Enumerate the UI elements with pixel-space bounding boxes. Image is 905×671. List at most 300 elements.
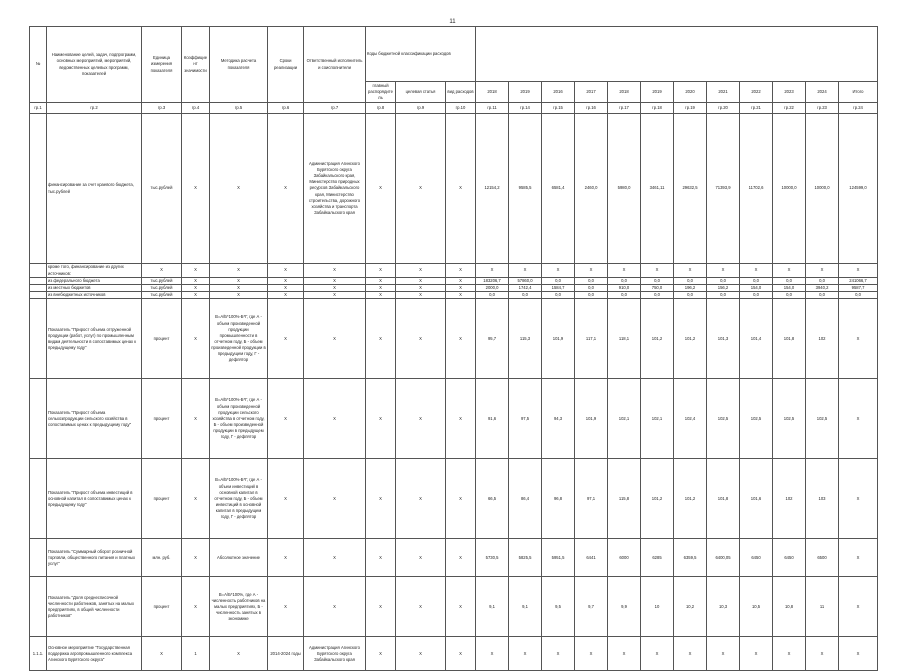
column-number: гр.10 bbox=[446, 103, 476, 114]
header-row-main bbox=[30, 27, 878, 82]
row-term: Х bbox=[268, 299, 304, 379]
row-value: 124599,0 bbox=[839, 114, 878, 264]
row-value: 0,0 bbox=[806, 278, 839, 285]
row-value: 10,8 bbox=[773, 577, 806, 637]
row-grbs: Х bbox=[366, 292, 396, 299]
row-name: из местных бюджетов bbox=[47, 285, 142, 292]
row-value: Х bbox=[839, 637, 878, 671]
row-value: 9585,5 bbox=[509, 114, 542, 264]
header-method: Методика расчета показателя bbox=[210, 27, 268, 103]
row-value: Х bbox=[806, 264, 839, 278]
row-vr: Х bbox=[446, 278, 476, 285]
row-value: Х bbox=[674, 264, 707, 278]
row-coef: Х bbox=[182, 285, 210, 292]
row-value: 183206,7 bbox=[476, 278, 509, 285]
row-term: Х bbox=[268, 264, 304, 278]
row-vr: Х bbox=[446, 459, 476, 539]
header-term: Сроки реализации bbox=[268, 27, 304, 103]
row-coef: Х bbox=[182, 459, 210, 539]
row-value: 115,3 bbox=[509, 299, 542, 379]
row-value: 101,8 bbox=[707, 459, 740, 539]
row-value: 0,0 bbox=[575, 278, 608, 285]
row-value: 2460,0 bbox=[575, 114, 608, 264]
row-value: 5730,5 bbox=[476, 539, 509, 577]
row-value: 91,6 bbox=[476, 379, 509, 459]
row-value: 0,0 bbox=[707, 292, 740, 299]
row-resp: Х bbox=[304, 379, 366, 459]
row-value: 94,3 bbox=[542, 379, 575, 459]
row-name: Показатель "Прирост объема инвестиций в основной капитал в сопоставимых ценах к предыдущему году" bbox=[47, 459, 142, 539]
row-value: Х bbox=[773, 637, 806, 671]
row-value: 102 bbox=[773, 459, 806, 539]
header-year: 2024 bbox=[806, 82, 839, 103]
row-target: Х bbox=[396, 264, 446, 278]
row-name: кроме того, финансирование из других источников: bbox=[47, 264, 142, 278]
row-vr: Х bbox=[446, 379, 476, 459]
row-num bbox=[30, 292, 47, 299]
row-grbs: Х bbox=[366, 379, 396, 459]
row-name: из федерального бюджета bbox=[47, 278, 142, 285]
column-number: гр.16 bbox=[575, 103, 608, 114]
row-num bbox=[30, 285, 47, 292]
row-unit: тыс.рублей bbox=[142, 285, 182, 292]
header-vr: вид расходов bbox=[446, 82, 476, 103]
table-row bbox=[30, 379, 878, 459]
page-number: 11 bbox=[449, 19, 456, 25]
row-value: 6450 bbox=[740, 539, 773, 577]
table-row bbox=[30, 539, 878, 577]
row-term: Х bbox=[268, 292, 304, 299]
row-term: Х bbox=[268, 459, 304, 539]
row-method: Х bbox=[210, 264, 268, 278]
row-method: В=А/Б*100%-Б*Г, где А - объем инвестиций в основной капитал в отчетном году, Б - объем инвестиций в основной капитал в предыдущем году, Г - дефлятор bbox=[210, 459, 268, 539]
row-value: Х bbox=[542, 637, 575, 671]
table-row bbox=[30, 637, 878, 671]
row-value: 9,5 bbox=[542, 577, 575, 637]
row-vr: Х bbox=[446, 114, 476, 264]
row-unit: процент bbox=[142, 577, 182, 637]
row-grbs: Х bbox=[366, 264, 396, 278]
row-value: Х bbox=[608, 637, 641, 671]
row-value: Х bbox=[839, 459, 878, 539]
header-year: 2018 bbox=[608, 82, 641, 103]
column-number: гр.21 bbox=[740, 103, 773, 114]
row-value: 0,0 bbox=[575, 285, 608, 292]
row-value: 102,5 bbox=[806, 379, 839, 459]
table-row bbox=[30, 264, 878, 278]
row-value: 241066,7 bbox=[839, 278, 878, 285]
row-unit: тыс.рублей bbox=[142, 114, 182, 264]
row-num bbox=[30, 299, 47, 379]
row-num bbox=[30, 459, 47, 539]
row-value: 9,1 bbox=[476, 577, 509, 637]
row-resp: Х bbox=[304, 539, 366, 577]
row-target: Х bbox=[396, 459, 446, 539]
row-value: 0,0 bbox=[740, 292, 773, 299]
row-value: 115,8 bbox=[608, 459, 641, 539]
row-grbs: Х bbox=[366, 459, 396, 539]
row-value: 6500 bbox=[806, 539, 839, 577]
row-value: 102 bbox=[806, 299, 839, 379]
row-unit: тыс.рублей bbox=[142, 292, 182, 299]
row-value: 101,8 bbox=[773, 299, 806, 379]
row-coef: Х bbox=[182, 577, 210, 637]
row-target: Х bbox=[396, 379, 446, 459]
row-value: 117,1 bbox=[575, 299, 608, 379]
row-value: 910,0 bbox=[608, 285, 641, 292]
row-method: В=А/Б*100%-Б*Г, где А - объем произведенной продукции промышленности в отчетном году, Б - объем произведенной продукции в предыдущем году, Г - дефлятор bbox=[210, 299, 268, 379]
row-num bbox=[30, 264, 47, 278]
row-value: 0,0 bbox=[674, 292, 707, 299]
row-value: 3940,2 bbox=[806, 285, 839, 292]
table-row bbox=[30, 459, 878, 539]
row-value: Х bbox=[773, 264, 806, 278]
row-method: В=А/Б*100%, где А - численность работников на малых предприятиях, Б - численность занятых в экономике bbox=[210, 577, 268, 637]
row-value: 101,2 bbox=[641, 459, 674, 539]
row-value: 102,1 bbox=[608, 379, 641, 459]
row-coef: Х bbox=[182, 379, 210, 459]
column-number: гр.8 bbox=[366, 103, 396, 114]
row-coef: Х bbox=[182, 278, 210, 285]
row-value: Х bbox=[839, 577, 878, 637]
row-vr: Х bbox=[446, 285, 476, 292]
row-value: 103 bbox=[806, 459, 839, 539]
table-row bbox=[30, 278, 878, 285]
row-resp: Х bbox=[304, 577, 366, 637]
row-term: Х bbox=[268, 539, 304, 577]
row-value: Х bbox=[476, 637, 509, 671]
row-value: 9,7 bbox=[575, 577, 608, 637]
row-term: 2014-2024 годы bbox=[268, 637, 304, 671]
row-value: 101,3 bbox=[707, 299, 740, 379]
row-unit: Х bbox=[142, 264, 182, 278]
row-target: Х bbox=[396, 299, 446, 379]
row-value: Х bbox=[707, 637, 740, 671]
header-grbs: главный распорядитель bbox=[366, 82, 396, 103]
row-value: 0,0 bbox=[476, 292, 509, 299]
row-value: 29632,5 bbox=[674, 114, 707, 264]
header-unit: Единица измерения показателя bbox=[142, 27, 182, 103]
row-value: Х bbox=[740, 637, 773, 671]
row-value: Х bbox=[608, 264, 641, 278]
row-value: Х bbox=[806, 637, 839, 671]
column-number: гр.7 bbox=[304, 103, 366, 114]
header-year: Итого bbox=[839, 82, 878, 103]
column-number: гр.18 bbox=[641, 103, 674, 114]
row-name: Показатель "Прирост объема отгруженной продукции (работ, услуг) по промышленным видам деятельности в сопоставимых ценах к предыдущему году" bbox=[47, 299, 142, 379]
row-value: 97,5 bbox=[509, 379, 542, 459]
row-coef: Х bbox=[182, 299, 210, 379]
row-name: финансирование за счет краевого бюджета, тыс.рублей bbox=[47, 114, 142, 264]
row-value: 71393,9 bbox=[707, 114, 740, 264]
column-number: гр.1 bbox=[30, 103, 47, 114]
row-num bbox=[30, 379, 47, 459]
table-row bbox=[30, 577, 878, 637]
row-value: 0,0 bbox=[773, 292, 806, 299]
row-value: Х bbox=[641, 637, 674, 671]
row-vr: Х bbox=[446, 539, 476, 577]
header-year: 2021 bbox=[707, 82, 740, 103]
row-target: Х bbox=[396, 285, 446, 292]
row-name: Основное мероприятие "Государственная поддержка агропромышленного комплекса Агинского Бурятского округа" bbox=[47, 637, 142, 671]
row-coef: 1 bbox=[182, 637, 210, 671]
row-value: 6285 bbox=[641, 539, 674, 577]
row-vr: Х bbox=[446, 637, 476, 671]
row-term: Х bbox=[268, 285, 304, 292]
row-value: Х bbox=[575, 637, 608, 671]
column-number: гр.5 bbox=[210, 103, 268, 114]
row-grbs: Х bbox=[366, 299, 396, 379]
header-year: 2019 bbox=[509, 82, 542, 103]
row-grbs: Х bbox=[366, 278, 396, 285]
row-vr: Х bbox=[446, 292, 476, 299]
row-value: 102,4 bbox=[674, 379, 707, 459]
row-term: Х bbox=[268, 577, 304, 637]
row-value: 0,0 bbox=[839, 292, 878, 299]
row-value: 0,0 bbox=[707, 278, 740, 285]
row-num bbox=[30, 114, 47, 264]
row-value: 750,0 bbox=[641, 285, 674, 292]
header-coef: Коэффициент значимости bbox=[182, 27, 210, 103]
row-value: Х bbox=[542, 264, 575, 278]
row-num bbox=[30, 577, 47, 637]
row-num bbox=[30, 278, 47, 285]
column-number: гр.6 bbox=[268, 103, 304, 114]
row-method: Х bbox=[210, 292, 268, 299]
row-coef: Х bbox=[182, 264, 210, 278]
row-value: 0,0 bbox=[542, 278, 575, 285]
row-value: 5825,5 bbox=[509, 539, 542, 577]
row-value: 0,0 bbox=[509, 292, 542, 299]
row-method: Х bbox=[210, 278, 268, 285]
row-value: 6441 bbox=[575, 539, 608, 577]
row-value: 156,2 bbox=[707, 285, 740, 292]
row-value: Х bbox=[839, 379, 878, 459]
header-year: 2018 bbox=[476, 82, 509, 103]
column-number: гр.15 bbox=[542, 103, 575, 114]
table-row bbox=[30, 285, 878, 292]
row-value: 3461,11 bbox=[641, 114, 674, 264]
row-value: 102,5 bbox=[740, 379, 773, 459]
row-term: Х bbox=[268, 379, 304, 459]
row-method: Х bbox=[210, 114, 268, 264]
row-term: Х bbox=[268, 278, 304, 285]
row-value: 5951,5 bbox=[542, 539, 575, 577]
row-resp: Х bbox=[304, 285, 366, 292]
header-year: 2020 bbox=[674, 82, 707, 103]
row-value: 9,9 bbox=[608, 577, 641, 637]
row-value: 1742,4 bbox=[509, 285, 542, 292]
row-value: Х bbox=[839, 299, 878, 379]
row-target: Х bbox=[396, 577, 446, 637]
row-value: Х bbox=[575, 264, 608, 278]
row-value: Х bbox=[839, 264, 878, 278]
row-value: 0,0 bbox=[575, 292, 608, 299]
row-value: 102,1 bbox=[641, 379, 674, 459]
column-number: гр.11 bbox=[476, 103, 509, 114]
row-grbs: Х bbox=[366, 114, 396, 264]
table-row bbox=[30, 299, 878, 379]
row-name: Показатель "Суммарный оборот розничной торговли, общественного питания и платных услуг" bbox=[47, 539, 142, 577]
row-value: 6359,5 bbox=[674, 539, 707, 577]
row-value: 11702,6 bbox=[740, 114, 773, 264]
row-value: 0,0 bbox=[608, 292, 641, 299]
row-value: 0,0 bbox=[773, 278, 806, 285]
table-row bbox=[30, 114, 878, 264]
row-grbs: Х bbox=[366, 285, 396, 292]
row-value: 101,4 bbox=[740, 299, 773, 379]
row-value: 6450 bbox=[773, 539, 806, 577]
row-value: 86,4 bbox=[509, 459, 542, 539]
row-value: 95,7 bbox=[476, 299, 509, 379]
row-value: 10000,0 bbox=[806, 114, 839, 264]
row-value: 102,5 bbox=[773, 379, 806, 459]
row-vr: Х bbox=[446, 264, 476, 278]
column-number: гр.22 bbox=[773, 103, 806, 114]
row-value: 10,3 bbox=[707, 577, 740, 637]
row-name: Показатель "Прирост объема сельхозпродукции сельского хозяйства в сопоставимых ценах к предыдущему году" bbox=[47, 379, 142, 459]
column-number: гр.9 bbox=[396, 103, 446, 114]
row-value: 0,0 bbox=[806, 292, 839, 299]
row-resp: Х bbox=[304, 278, 366, 285]
column-number: гр.4 bbox=[182, 103, 210, 114]
header-row-colnums bbox=[30, 103, 878, 114]
row-value: 66,5 bbox=[476, 459, 509, 539]
row-value: 101,2 bbox=[674, 459, 707, 539]
column-number: гр.23 bbox=[806, 103, 839, 114]
row-num bbox=[30, 539, 47, 577]
row-name: Показатель "Доля среднесписочной численности работников, занятых на малых предприятиях, в общей численности работников" bbox=[47, 577, 142, 637]
column-number: гр.17 bbox=[608, 103, 641, 114]
row-resp: Х bbox=[304, 459, 366, 539]
row-value: Х bbox=[707, 264, 740, 278]
row-grbs: Х bbox=[366, 577, 396, 637]
row-grbs: Х bbox=[366, 539, 396, 577]
row-value: Х bbox=[674, 637, 707, 671]
row-term: Х bbox=[268, 114, 304, 264]
header-num: № bbox=[30, 27, 47, 103]
row-value: 9,1 bbox=[509, 577, 542, 637]
row-unit: процент bbox=[142, 379, 182, 459]
row-value: 10000,0 bbox=[773, 114, 806, 264]
row-value: Х bbox=[509, 637, 542, 671]
row-value: 0,0 bbox=[674, 278, 707, 285]
row-value: 0,0 bbox=[641, 278, 674, 285]
row-target: Х bbox=[396, 292, 446, 299]
header-year: 2016 bbox=[542, 82, 575, 103]
header-name: Наименование целей, задач, подпрограмм, основных мероприятий, мероприятий, ведомственных целевых программ, показателей bbox=[47, 27, 142, 103]
row-resp: Х bbox=[304, 299, 366, 379]
row-coef: Х bbox=[182, 292, 210, 299]
header-years-span bbox=[476, 27, 878, 82]
row-method: Х bbox=[210, 637, 268, 671]
row-value: 196,2 bbox=[674, 285, 707, 292]
row-resp: Администрация Агинского Бурятского округа Забайкальского края bbox=[304, 637, 366, 671]
row-value: 101,6 bbox=[740, 459, 773, 539]
row-target: Х bbox=[396, 114, 446, 264]
row-value: Х bbox=[740, 264, 773, 278]
row-grbs: Х bbox=[366, 637, 396, 671]
row-value: 57860,0 bbox=[509, 278, 542, 285]
row-value: Х bbox=[509, 264, 542, 278]
row-value: 0,0 bbox=[542, 292, 575, 299]
row-unit: млн. руб. bbox=[142, 539, 182, 577]
row-num: 1.1.1. bbox=[30, 637, 47, 671]
row-target: Х bbox=[396, 539, 446, 577]
row-unit: тыс.рублей bbox=[142, 278, 182, 285]
table-row bbox=[30, 292, 878, 299]
row-unit: процент bbox=[142, 459, 182, 539]
row-value: 154,0 bbox=[773, 285, 806, 292]
row-value: 154,0 bbox=[740, 285, 773, 292]
header-year: 2023 bbox=[773, 82, 806, 103]
row-vr: Х bbox=[446, 577, 476, 637]
header-year: 2017 bbox=[575, 82, 608, 103]
row-coef: Х bbox=[182, 539, 210, 577]
header-resp: Ответственный исполнитель и соисполнители bbox=[304, 27, 366, 103]
column-number: гр.3 bbox=[142, 103, 182, 114]
row-value: 6000 bbox=[608, 539, 641, 577]
row-value: 6400,05 bbox=[707, 539, 740, 577]
row-value: 0,0 bbox=[608, 278, 641, 285]
row-value: Х bbox=[839, 539, 878, 577]
row-value: 102,5 bbox=[707, 379, 740, 459]
row-resp: Администрация Агинского Бурятского округа Забайкальского края, Министерство природных ресурсов Забайкальского края, Министерство строительства, дорожного хозяйства и транспорта Забайкальского края bbox=[304, 114, 366, 264]
program-table bbox=[29, 26, 878, 671]
row-value: 11 bbox=[806, 577, 839, 637]
row-value: 101,2 bbox=[641, 299, 674, 379]
row-method: Абсолютное значение bbox=[210, 539, 268, 577]
row-target: Х bbox=[396, 278, 446, 285]
row-target: Х bbox=[396, 637, 446, 671]
row-resp: Х bbox=[304, 264, 366, 278]
row-value: 101,9 bbox=[575, 379, 608, 459]
row-method: Х bbox=[210, 285, 268, 292]
row-coef: Х bbox=[182, 114, 210, 264]
column-number: гр.14 bbox=[509, 103, 542, 114]
row-value: 0,0 bbox=[740, 278, 773, 285]
column-number: гр.2 bbox=[47, 103, 142, 114]
header-bcc: Коды бюджетной классификации расходов bbox=[366, 27, 476, 82]
row-value: 101,9 bbox=[542, 299, 575, 379]
row-value: 10,2 bbox=[674, 577, 707, 637]
row-resp: Х bbox=[304, 292, 366, 299]
row-value: 97,1 bbox=[575, 459, 608, 539]
row-value: 9587,7 bbox=[839, 285, 878, 292]
row-value: Х bbox=[641, 264, 674, 278]
row-value: Х bbox=[476, 264, 509, 278]
row-value: 5980,0 bbox=[608, 114, 641, 264]
row-value: 118,1 bbox=[608, 299, 641, 379]
row-unit: процент bbox=[142, 299, 182, 379]
row-vr: Х bbox=[446, 299, 476, 379]
row-value: 96,8 bbox=[542, 459, 575, 539]
row-value: 0,0 bbox=[641, 292, 674, 299]
row-value: 10 bbox=[641, 577, 674, 637]
column-number: гр.24 bbox=[839, 103, 878, 114]
header-year: 2019 bbox=[641, 82, 674, 103]
header-target: целевая статья bbox=[396, 82, 446, 103]
row-unit: Х bbox=[142, 637, 182, 671]
column-number: гр.19 bbox=[674, 103, 707, 114]
row-value: 2000,0 bbox=[476, 285, 509, 292]
row-value: 10,5 bbox=[740, 577, 773, 637]
row-value: 12154,2 bbox=[476, 114, 509, 264]
row-value: 1584,7 bbox=[542, 285, 575, 292]
row-value: 6581,4 bbox=[542, 114, 575, 264]
row-method: В=А/Б*100%-Б*Г, где А - объем произведенной продукции сельского хозяйства в отчетном году, Б - объем произведенной продукции в предыдущем году, Г - дефлятор bbox=[210, 379, 268, 459]
row-value: 101,2 bbox=[674, 299, 707, 379]
